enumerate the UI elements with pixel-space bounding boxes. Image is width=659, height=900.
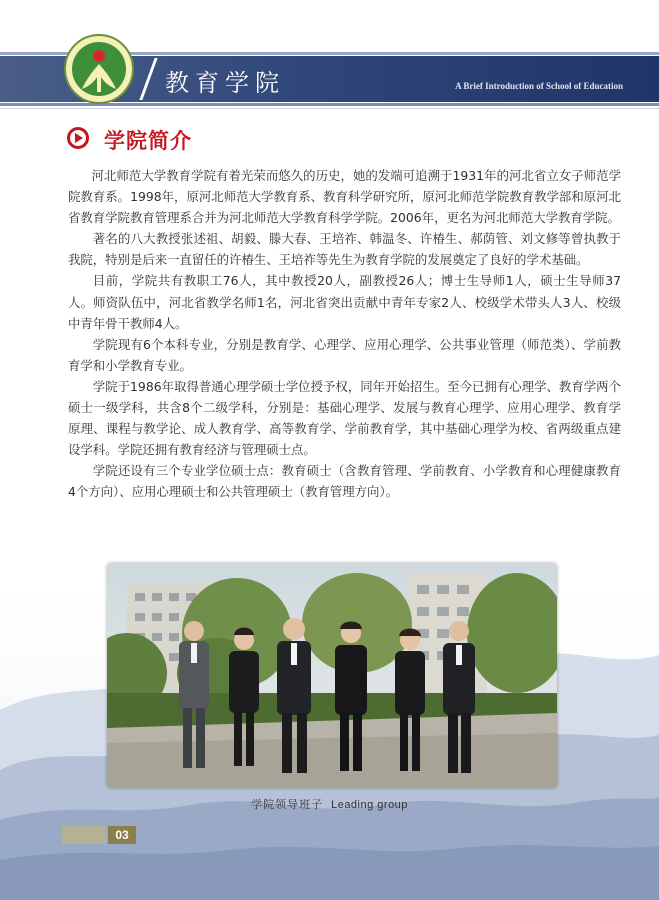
section-title: 学院简介 [104,129,192,153]
paragraph-majors: 学院现有6个本科专业，分别是教育学、心理学、应用心理学、公共事业管理（师范类）、学前教育学和小学教育专业。 [68,336,621,373]
photo-caption-cn: 学院领导班子 [251,798,324,811]
paragraph-faculty: 目前，学院共有教职工76人，其中教授20人，副教授26人；博士生导师1人，硕士生导师37人。师资队伍中，河北省教学名师1名，河北省突出贡献中青年专家2人、校级学术带头人3人、校级中青年骨干教师4人。 [68,273,621,331]
intro-body [68,165,621,503]
paragraph-professors: 著名的八大教授张述祖、胡毅、滕大春、王培祚、韩温冬、许椿生、郝荫管、刘文修等曾执教于我院，特别是后来一直留任的许椿生、王培祚等先生为教育学院的发展奠定了良好的学术基础。 [68,231,621,268]
play-bullet-icon [66,126,90,150]
leadership-group-photo [107,563,557,788]
photo-caption [0,796,659,812]
header-stripe-thin [0,108,659,109]
page-tag-decoration [62,826,106,844]
paragraph-history: 河北师范大学教育学院有着光荣而悠久的历史，她的发端可追溯于1931年的河北省立女子师范学院教育系。1998年，原河北师范大学教育系、教育科学研究所，原河北师范学院教育教学部和原河北省教育学院教育管理系合并为河北师范大学教育科学学院。2006年，更名为河北师范大学教育学院。 [68,168,621,226]
school-logo-icon [64,34,134,104]
header-subtitle: A Brief Introduction of School of Education [455,81,623,91]
paragraph-degrees: 学院于1986年取得普通心理学硕士学位授予权，同年开始招生。至今已拥有心理学、教育学两个硕士一级学科，共含8个二级学科，分别是：基础心理学、发展与教育心理学、应用心理学、教育学原理、课程与教学论、成人教育学、高等教育学、学前教育学，其中基础心理学为校、省两级重点建设学科。学院还拥有教育经济与管理硕士点。 [68,378,621,458]
page-number: 03 [108,826,136,844]
paragraph-professional-degrees: 学院还设有三个专业学位硕士点：教育硕士（含教育管理、学前教育、小学教育和心理健康教育4个方向）、应用心理硕士和公共管理硕士（教育管理方向）。 [68,463,621,500]
photo-caption-en: Leading group [331,799,408,811]
header-title: 教育学院 [165,69,285,97]
